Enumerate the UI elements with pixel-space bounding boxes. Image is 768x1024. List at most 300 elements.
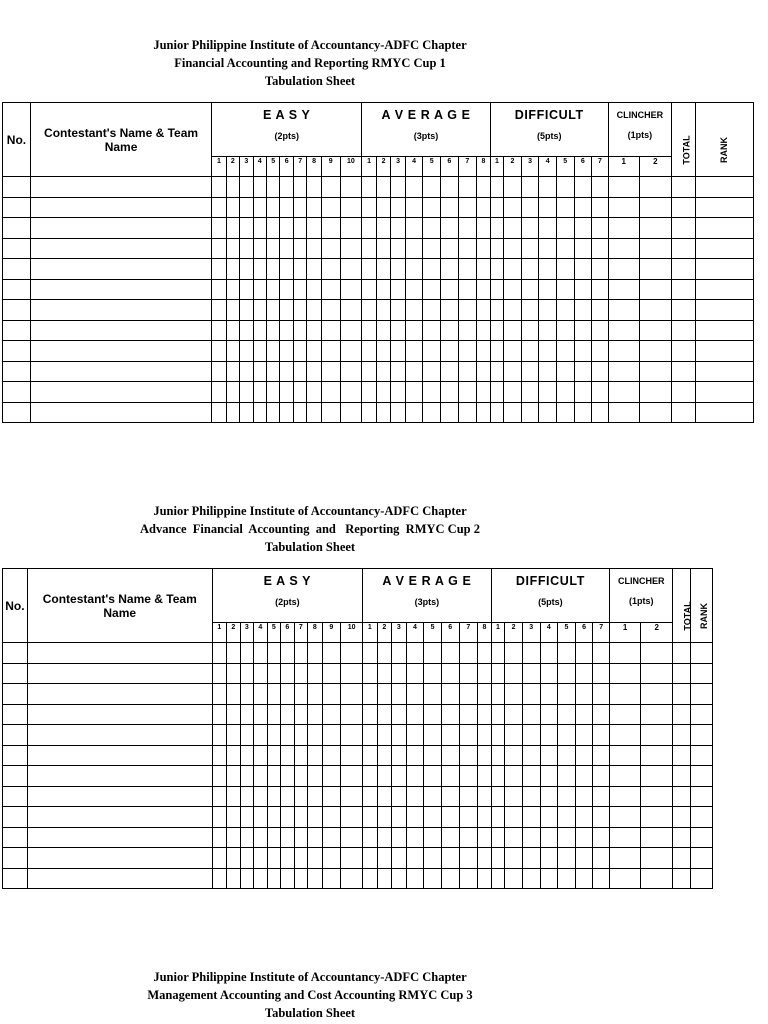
entry-cell[interactable] <box>392 745 407 766</box>
entry-cell[interactable] <box>673 766 691 787</box>
entry-cell[interactable] <box>308 786 323 807</box>
entry-cell[interactable] <box>406 745 424 766</box>
entry-cell[interactable] <box>593 684 610 705</box>
entry-cell[interactable] <box>639 197 671 218</box>
entry-cell[interactable] <box>294 807 307 828</box>
entry-cell[interactable] <box>340 341 362 362</box>
entry-cell[interactable] <box>504 197 522 218</box>
entry-cell[interactable] <box>424 868 442 889</box>
entry-cell[interactable] <box>458 177 477 198</box>
entry-cell[interactable] <box>639 402 671 423</box>
entry-cell[interactable] <box>522 643 540 664</box>
entry-cell[interactable] <box>3 218 31 239</box>
entry-cell[interactable] <box>423 197 441 218</box>
entry-cell[interactable] <box>321 177 340 198</box>
entry-cell[interactable] <box>267 745 280 766</box>
entry-cell[interactable] <box>227 766 240 787</box>
entry-cell[interactable] <box>267 320 280 341</box>
entry-cell[interactable] <box>280 259 293 280</box>
entry-cell[interactable] <box>341 868 363 889</box>
entry-cell[interactable] <box>341 643 363 664</box>
entry-cell[interactable] <box>505 643 523 664</box>
entry-cell[interactable] <box>321 361 340 382</box>
entry-cell[interactable] <box>593 663 610 684</box>
entry-cell[interactable] <box>294 725 307 746</box>
entry-cell[interactable] <box>321 279 340 300</box>
entry-cell[interactable] <box>558 643 576 664</box>
entry-cell[interactable] <box>558 827 576 848</box>
entry-cell[interactable] <box>212 868 227 889</box>
entry-cell[interactable] <box>240 382 253 403</box>
entry-cell[interactable] <box>308 827 323 848</box>
entry-cell[interactable] <box>423 361 441 382</box>
entry-cell[interactable] <box>294 827 307 848</box>
entry-cell[interactable] <box>240 320 253 341</box>
entry-cell[interactable] <box>424 704 442 725</box>
entry-cell[interactable] <box>3 684 28 705</box>
entry-cell[interactable] <box>592 382 609 403</box>
entry-cell[interactable] <box>490 341 503 362</box>
entry-cell[interactable] <box>267 300 280 321</box>
entry-cell[interactable] <box>478 868 492 889</box>
entry-cell[interactable] <box>639 341 671 362</box>
entry-cell[interactable] <box>253 279 266 300</box>
entry-cell[interactable] <box>477 361 491 382</box>
entry-cell[interactable] <box>307 259 321 280</box>
entry-cell[interactable] <box>30 320 211 341</box>
entry-cell[interactable] <box>212 382 226 403</box>
entry-cell[interactable] <box>691 643 713 664</box>
entry-cell[interactable] <box>592 341 609 362</box>
entry-cell[interactable] <box>575 786 593 807</box>
entry-cell[interactable] <box>477 279 491 300</box>
entry-cell[interactable] <box>240 238 253 259</box>
entry-cell[interactable] <box>540 745 558 766</box>
entry-cell[interactable] <box>490 382 503 403</box>
entry-cell[interactable] <box>556 238 574 259</box>
entry-cell[interactable] <box>3 786 28 807</box>
entry-cell[interactable] <box>322 786 341 807</box>
entry-cell[interactable] <box>281 704 294 725</box>
entry-cell[interactable] <box>610 848 641 869</box>
entry-cell[interactable] <box>691 704 713 725</box>
entry-cell[interactable] <box>267 827 280 848</box>
entry-cell[interactable] <box>671 341 695 362</box>
entry-cell[interactable] <box>505 868 523 889</box>
entry-cell[interactable] <box>30 197 211 218</box>
entry-cell[interactable] <box>240 725 253 746</box>
entry-cell[interactable] <box>392 684 407 705</box>
entry-cell[interactable] <box>212 259 226 280</box>
entry-cell[interactable] <box>610 684 641 705</box>
entry-cell[interactable] <box>363 684 378 705</box>
entry-cell[interactable] <box>593 643 610 664</box>
entry-cell[interactable] <box>362 341 376 362</box>
entry-cell[interactable] <box>267 766 280 787</box>
entry-cell[interactable] <box>391 382 405 403</box>
entry-cell[interactable] <box>424 643 442 664</box>
entry-cell[interactable] <box>392 868 407 889</box>
entry-cell[interactable] <box>240 218 253 239</box>
entry-cell[interactable] <box>671 320 695 341</box>
entry-cell[interactable] <box>423 177 441 198</box>
entry-cell[interactable] <box>478 684 492 705</box>
entry-cell[interactable] <box>521 382 539 403</box>
entry-cell[interactable] <box>253 341 266 362</box>
entry-cell[interactable] <box>504 238 522 259</box>
entry-cell[interactable] <box>458 361 477 382</box>
entry-cell[interactable] <box>504 259 522 280</box>
entry-cell[interactable] <box>540 643 558 664</box>
entry-cell[interactable] <box>405 279 423 300</box>
entry-cell[interactable] <box>307 382 321 403</box>
entry-cell[interactable] <box>491 807 504 828</box>
entry-cell[interactable] <box>308 725 323 746</box>
entry-cell[interactable] <box>539 279 557 300</box>
entry-cell[interactable] <box>254 848 267 869</box>
entry-cell[interactable] <box>212 197 226 218</box>
entry-cell[interactable] <box>478 827 492 848</box>
entry-cell[interactable] <box>504 177 522 198</box>
entry-cell[interactable] <box>608 402 639 423</box>
entry-cell[interactable] <box>3 300 31 321</box>
entry-cell[interactable] <box>405 177 423 198</box>
entry-cell[interactable] <box>556 177 574 198</box>
entry-cell[interactable] <box>227 807 240 828</box>
entry-cell[interactable] <box>406 848 424 869</box>
entry-cell[interactable] <box>212 218 226 239</box>
entry-cell[interactable] <box>377 643 392 664</box>
entry-cell[interactable] <box>294 663 307 684</box>
entry-cell[interactable] <box>377 848 392 869</box>
entry-cell[interactable] <box>308 663 323 684</box>
entry-cell[interactable] <box>691 807 713 828</box>
entry-cell[interactable] <box>556 341 574 362</box>
entry-cell[interactable] <box>280 218 293 239</box>
entry-cell[interactable] <box>441 827 459 848</box>
entry-cell[interactable] <box>253 238 266 259</box>
entry-cell[interactable] <box>539 197 557 218</box>
entry-cell[interactable] <box>490 279 503 300</box>
entry-cell[interactable] <box>695 177 753 198</box>
entry-cell[interactable] <box>558 663 576 684</box>
entry-cell[interactable] <box>405 218 423 239</box>
entry-cell[interactable] <box>340 382 362 403</box>
entry-cell[interactable] <box>240 807 253 828</box>
entry-cell[interactable] <box>254 807 267 828</box>
entry-cell[interactable] <box>376 300 390 321</box>
entry-cell[interactable] <box>3 320 31 341</box>
entry-cell[interactable] <box>294 643 307 664</box>
entry-cell[interactable] <box>391 320 405 341</box>
entry-cell[interactable] <box>458 238 477 259</box>
entry-cell[interactable] <box>281 766 294 787</box>
entry-cell[interactable] <box>308 807 323 828</box>
entry-cell[interactable] <box>441 766 459 787</box>
entry-cell[interactable] <box>575 766 593 787</box>
entry-cell[interactable] <box>341 786 363 807</box>
entry-cell[interactable] <box>240 259 253 280</box>
entry-cell[interactable] <box>212 704 227 725</box>
entry-cell[interactable] <box>477 238 491 259</box>
entry-cell[interactable] <box>3 704 28 725</box>
entry-cell[interactable] <box>30 279 211 300</box>
entry-cell[interactable] <box>27 827 212 848</box>
entry-cell[interactable] <box>639 382 671 403</box>
entry-cell[interactable] <box>293 361 306 382</box>
entry-cell[interactable] <box>673 827 691 848</box>
entry-cell[interactable] <box>505 827 523 848</box>
entry-cell[interactable] <box>641 684 673 705</box>
entry-cell[interactable] <box>504 341 522 362</box>
entry-cell[interactable] <box>376 320 390 341</box>
entry-cell[interactable] <box>691 745 713 766</box>
entry-cell[interactable] <box>226 402 239 423</box>
entry-cell[interactable] <box>406 807 424 828</box>
entry-cell[interactable] <box>556 300 574 321</box>
entry-cell[interactable] <box>226 279 239 300</box>
entry-cell[interactable] <box>556 402 574 423</box>
entry-cell[interactable] <box>294 704 307 725</box>
entry-cell[interactable] <box>608 238 639 259</box>
entry-cell[interactable] <box>491 827 504 848</box>
entry-cell[interactable] <box>294 848 307 869</box>
entry-cell[interactable] <box>281 725 294 746</box>
entry-cell[interactable] <box>592 218 609 239</box>
entry-cell[interactable] <box>458 382 477 403</box>
entry-cell[interactable] <box>477 197 491 218</box>
entry-cell[interactable] <box>293 300 306 321</box>
entry-cell[interactable] <box>27 704 212 725</box>
entry-cell[interactable] <box>691 766 713 787</box>
entry-cell[interactable] <box>558 807 576 828</box>
entry-cell[interactable] <box>254 684 267 705</box>
entry-cell[interactable] <box>558 868 576 889</box>
entry-cell[interactable] <box>639 238 671 259</box>
entry-cell[interactable] <box>293 402 306 423</box>
entry-cell[interactable] <box>362 279 376 300</box>
entry-cell[interactable] <box>504 402 522 423</box>
entry-cell[interactable] <box>639 259 671 280</box>
entry-cell[interactable] <box>521 197 539 218</box>
entry-cell[interactable] <box>212 848 227 869</box>
entry-cell[interactable] <box>406 766 424 787</box>
entry-cell[interactable] <box>392 766 407 787</box>
entry-cell[interactable] <box>226 238 239 259</box>
entry-cell[interactable] <box>240 402 253 423</box>
entry-cell[interactable] <box>363 786 378 807</box>
entry-cell[interactable] <box>440 218 458 239</box>
entry-cell[interactable] <box>593 745 610 766</box>
entry-cell[interactable] <box>406 827 424 848</box>
entry-cell[interactable] <box>322 643 341 664</box>
entry-cell[interactable] <box>308 704 323 725</box>
entry-cell[interactable] <box>423 218 441 239</box>
entry-cell[interactable] <box>695 402 753 423</box>
entry-cell[interactable] <box>391 197 405 218</box>
entry-cell[interactable] <box>227 868 240 889</box>
entry-cell[interactable] <box>695 197 753 218</box>
entry-cell[interactable] <box>253 259 266 280</box>
entry-cell[interactable] <box>691 827 713 848</box>
entry-cell[interactable] <box>254 745 267 766</box>
entry-cell[interactable] <box>641 704 673 725</box>
entry-cell[interactable] <box>240 361 253 382</box>
entry-cell[interactable] <box>307 402 321 423</box>
entry-cell[interactable] <box>540 663 558 684</box>
entry-cell[interactable] <box>406 704 424 725</box>
entry-cell[interactable] <box>340 218 362 239</box>
entry-cell[interactable] <box>478 663 492 684</box>
entry-cell[interactable] <box>608 382 639 403</box>
entry-cell[interactable] <box>641 766 673 787</box>
entry-cell[interactable] <box>254 643 267 664</box>
entry-cell[interactable] <box>322 745 341 766</box>
entry-cell[interactable] <box>490 177 503 198</box>
entry-cell[interactable] <box>592 238 609 259</box>
entry-cell[interactable] <box>341 684 363 705</box>
entry-cell[interactable] <box>341 663 363 684</box>
entry-cell[interactable] <box>405 402 423 423</box>
entry-cell[interactable] <box>30 177 211 198</box>
entry-cell[interactable] <box>376 238 390 259</box>
entry-cell[interactable] <box>392 704 407 725</box>
entry-cell[interactable] <box>391 218 405 239</box>
entry-cell[interactable] <box>253 177 266 198</box>
entry-cell[interactable] <box>673 807 691 828</box>
entry-cell[interactable] <box>691 868 713 889</box>
entry-cell[interactable] <box>391 279 405 300</box>
entry-cell[interactable] <box>639 361 671 382</box>
entry-cell[interactable] <box>240 197 253 218</box>
entry-cell[interactable] <box>281 663 294 684</box>
entry-cell[interactable] <box>392 786 407 807</box>
entry-cell[interactable] <box>3 725 28 746</box>
entry-cell[interactable] <box>423 300 441 321</box>
entry-cell[interactable] <box>574 197 592 218</box>
entry-cell[interactable] <box>340 361 362 382</box>
entry-cell[interactable] <box>321 320 340 341</box>
entry-cell[interactable] <box>240 684 253 705</box>
entry-cell[interactable] <box>321 300 340 321</box>
entry-cell[interactable] <box>307 361 321 382</box>
entry-cell[interactable] <box>307 320 321 341</box>
entry-cell[interactable] <box>477 341 491 362</box>
entry-cell[interactable] <box>539 177 557 198</box>
entry-cell[interactable] <box>321 382 340 403</box>
entry-cell[interactable] <box>281 807 294 828</box>
entry-cell[interactable] <box>391 361 405 382</box>
entry-cell[interactable] <box>308 766 323 787</box>
entry-cell[interactable] <box>575 725 593 746</box>
entry-cell[interactable] <box>522 684 540 705</box>
entry-cell[interactable] <box>3 238 31 259</box>
entry-cell[interactable] <box>27 807 212 828</box>
entry-cell[interactable] <box>3 177 31 198</box>
entry-cell[interactable] <box>27 643 212 664</box>
entry-cell[interactable] <box>540 786 558 807</box>
entry-cell[interactable] <box>610 643 641 664</box>
entry-cell[interactable] <box>267 786 280 807</box>
entry-cell[interactable] <box>3 279 31 300</box>
entry-cell[interactable] <box>522 663 540 684</box>
entry-cell[interactable] <box>441 868 459 889</box>
entry-cell[interactable] <box>340 238 362 259</box>
entry-cell[interactable] <box>641 827 673 848</box>
entry-cell[interactable] <box>695 300 753 321</box>
entry-cell[interactable] <box>363 643 378 664</box>
entry-cell[interactable] <box>459 868 478 889</box>
entry-cell[interactable] <box>423 279 441 300</box>
entry-cell[interactable] <box>392 643 407 664</box>
entry-cell[interactable] <box>226 300 239 321</box>
entry-cell[interactable] <box>280 382 293 403</box>
entry-cell[interactable] <box>459 807 478 828</box>
entry-cell[interactable] <box>240 177 253 198</box>
entry-cell[interactable] <box>405 361 423 382</box>
entry-cell[interactable] <box>362 218 376 239</box>
entry-cell[interactable] <box>593 725 610 746</box>
entry-cell[interactable] <box>212 807 227 828</box>
entry-cell[interactable] <box>240 279 253 300</box>
entry-cell[interactable] <box>267 704 280 725</box>
entry-cell[interactable] <box>639 218 671 239</box>
entry-cell[interactable] <box>505 807 523 828</box>
entry-cell[interactable] <box>610 663 641 684</box>
entry-cell[interactable] <box>539 300 557 321</box>
entry-cell[interactable] <box>212 402 226 423</box>
entry-cell[interactable] <box>363 704 378 725</box>
entry-cell[interactable] <box>405 238 423 259</box>
entry-cell[interactable] <box>695 218 753 239</box>
entry-cell[interactable] <box>521 300 539 321</box>
entry-cell[interactable] <box>363 807 378 828</box>
entry-cell[interactable] <box>441 786 459 807</box>
entry-cell[interactable] <box>440 341 458 362</box>
entry-cell[interactable] <box>540 704 558 725</box>
entry-cell[interactable] <box>281 827 294 848</box>
entry-cell[interactable] <box>691 725 713 746</box>
entry-cell[interactable] <box>362 177 376 198</box>
entry-cell[interactable] <box>491 684 504 705</box>
entry-cell[interactable] <box>556 382 574 403</box>
entry-cell[interactable] <box>3 807 28 828</box>
entry-cell[interactable] <box>322 663 341 684</box>
entry-cell[interactable] <box>556 279 574 300</box>
entry-cell[interactable] <box>641 848 673 869</box>
entry-cell[interactable] <box>391 259 405 280</box>
entry-cell[interactable] <box>293 218 306 239</box>
entry-cell[interactable] <box>280 320 293 341</box>
entry-cell[interactable] <box>673 704 691 725</box>
entry-cell[interactable] <box>212 341 226 362</box>
entry-cell[interactable] <box>522 704 540 725</box>
entry-cell[interactable] <box>695 279 753 300</box>
entry-cell[interactable] <box>504 320 522 341</box>
entry-cell[interactable] <box>363 663 378 684</box>
entry-cell[interactable] <box>574 361 592 382</box>
entry-cell[interactable] <box>558 848 576 869</box>
entry-cell[interactable] <box>424 848 442 869</box>
entry-cell[interactable] <box>491 704 504 725</box>
entry-cell[interactable] <box>477 402 491 423</box>
entry-cell[interactable] <box>341 766 363 787</box>
entry-cell[interactable] <box>226 218 239 239</box>
entry-cell[interactable] <box>459 663 478 684</box>
entry-cell[interactable] <box>671 259 695 280</box>
entry-cell[interactable] <box>424 684 442 705</box>
entry-cell[interactable] <box>574 320 592 341</box>
